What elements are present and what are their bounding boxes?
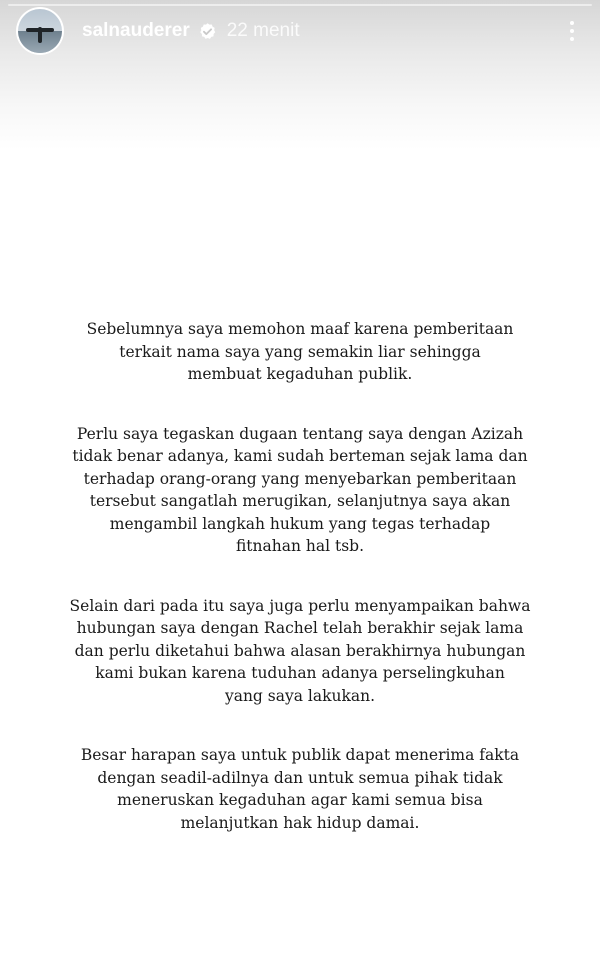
more-vertical-icon xyxy=(570,21,574,25)
story-header xyxy=(16,6,584,56)
post-timestamp: 22 menit xyxy=(226,20,300,41)
paragraph-2: Perlu saya tegaskan dugaan tentang saya dengan Azizah tidak benar adanya, kami sudah berteman sejak lama dan terhadap orang-orang yang menyebarkan pemberitaan tersebut sangatlah merugikan, selanjutnya saya akan mengambil langkah hukum yang tegas terhadap fitnahan hal tsb. xyxy=(72,424,528,555)
verified-badge-icon xyxy=(198,22,217,41)
username[interactable]: salnauderer xyxy=(82,20,190,41)
more-vertical-icon-dot-3 xyxy=(570,37,574,41)
paragraph-1: Sebelumnya saya memohon maaf karena pemberitaan terkait nama saya yang semakin liar sehingga membuat kegaduhan publik. xyxy=(86,320,514,383)
avatar-image xyxy=(18,9,62,53)
avatar[interactable] xyxy=(16,7,64,55)
more-options-button[interactable] xyxy=(560,15,584,47)
paragraph-3: Selain dari pada itu saya juga perlu menyampaikan bahwa hubungan saya dengan Rachel telah berakhir sejak lama dan perlu diketahui bahwa alasan berakhirnya hubungan kami bukan karena tuduhan adanya perselingkuhan yang saya lakukan. xyxy=(69,596,531,705)
paragraph-4: Besar harapan saya untuk publik dapat menerima fakta dengan seadil-adilnya dan untuk semua pihak tidak meneruskan kegaduhan agar kami semua bisa melanjutkan hak hidup damai. xyxy=(80,746,520,832)
more-vertical-icon-dot-2 xyxy=(570,29,574,33)
story-text xyxy=(30,318,570,871)
avatar-figure-body xyxy=(38,27,42,43)
